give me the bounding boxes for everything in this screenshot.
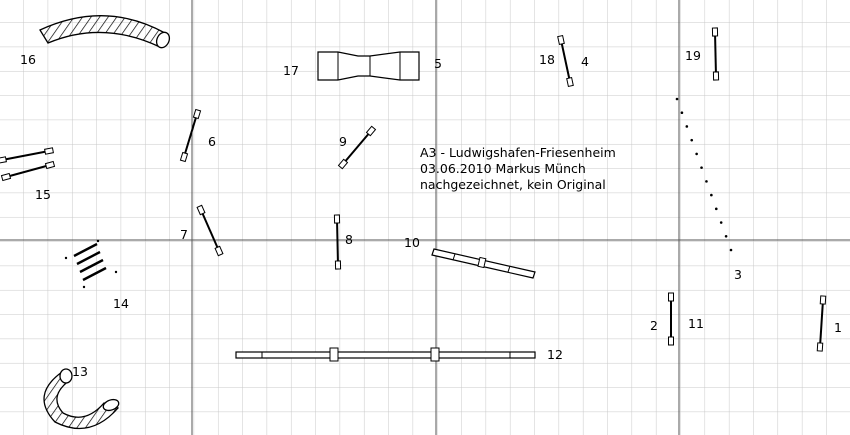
label-4: 4 (581, 54, 589, 69)
label-15: 15 (35, 187, 51, 202)
label-2: 2 (650, 318, 658, 333)
course-note: nachgezeichnet, kein Original (420, 177, 606, 192)
weave-pole (676, 98, 679, 101)
label-9: 9 (339, 134, 347, 149)
weave-pole (710, 194, 713, 197)
label-3: 3 (734, 267, 742, 282)
weave-pole (690, 139, 693, 142)
label-14: 14 (113, 296, 129, 311)
label-10: 10 (404, 235, 420, 250)
weave-pole (705, 180, 708, 183)
course-title: A3 - Ludwigshafen-Friesenheim (420, 145, 616, 160)
weave-pole (686, 125, 689, 128)
obstacle-17-5 (318, 52, 419, 80)
label-5: 5 (434, 56, 442, 71)
course-info (420, 145, 616, 193)
label-16: 16 (20, 52, 36, 67)
label-17: 17 (283, 63, 299, 78)
label-12: 12 (547, 347, 563, 362)
label-7: 7 (180, 227, 188, 242)
course-date-judge: 03.06.2010 Markus Münch (420, 161, 586, 176)
weave-pole (715, 208, 718, 211)
label-1: 1 (834, 320, 842, 335)
label-6: 6 (208, 134, 216, 149)
label-13: 13 (72, 364, 88, 379)
label-11: 11 (688, 316, 704, 331)
label-18: 18 (539, 52, 555, 67)
weave-pole (720, 221, 723, 224)
weave-pole (700, 166, 703, 169)
weave-pole (695, 153, 698, 156)
weave-pole (730, 249, 733, 252)
weave-pole (725, 235, 728, 238)
weave-pole (681, 111, 684, 114)
label-8: 8 (345, 232, 353, 247)
label-19: 19 (685, 48, 701, 63)
